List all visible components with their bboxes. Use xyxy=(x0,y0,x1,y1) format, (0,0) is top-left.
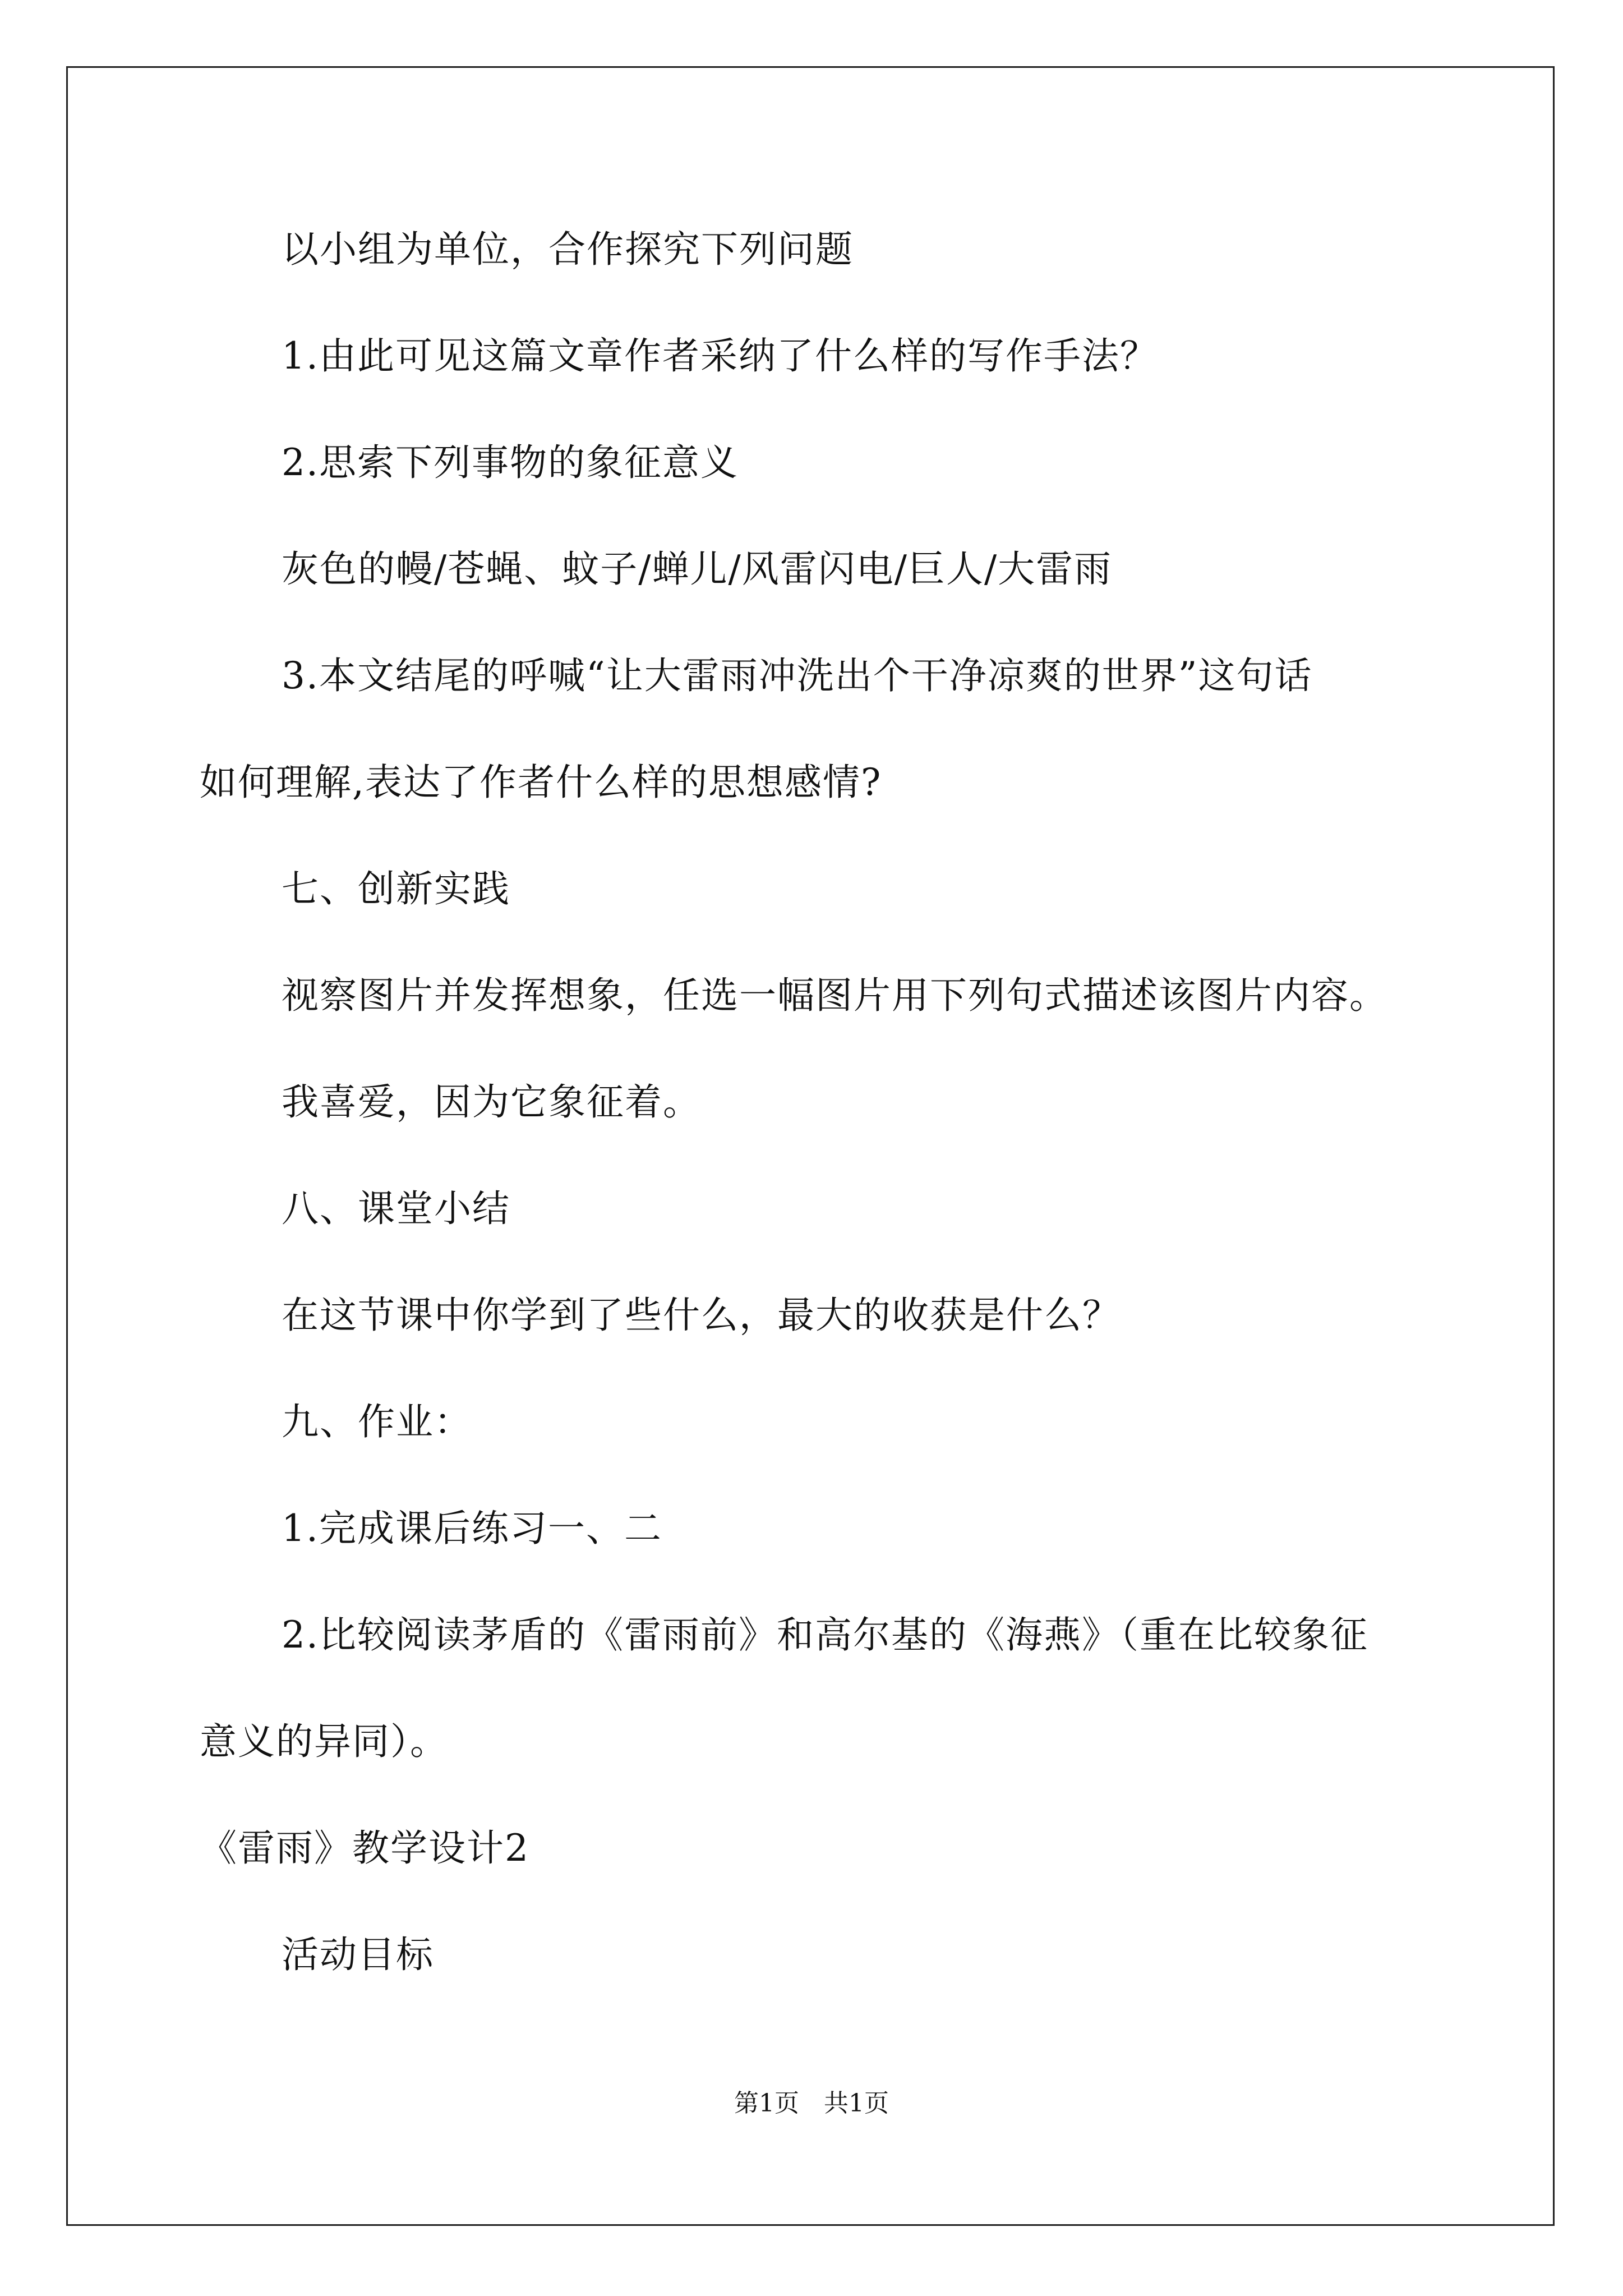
paragraph-summary-question: 在这节课中你学到了些什么，最大的收获是什么？ xyxy=(282,1294,1121,1337)
paragraph-question-3: 3.本文结尾的呼喊“让大雷雨冲洗出个干净凉爽的世界”这句话 xyxy=(282,654,1313,697)
paragraph-symbols-list: 灰色的幔/苍蝇、蚊子/蝉儿/风雷闪电/巨人/大雷雨 xyxy=(282,547,1113,591)
section-title-design-2: 《雷雨》教学设计2 xyxy=(200,1826,529,1870)
paragraph-homework-2-cont: 意义的异同）。 xyxy=(200,1720,448,1763)
heading-innovation-practice: 七、创新实践 xyxy=(282,867,510,910)
paragraph-observe-pictures: 视察图片并发挥想象，任选一幅图片用下列句式描述该图片内容。 xyxy=(282,974,1387,1017)
page-footer: 第1页 共1页 xyxy=(734,2089,889,2118)
heading-class-summary: 八、课堂小结 xyxy=(282,1187,510,1230)
paragraph-question-3-cont: 如何理解,表达了作者什么样的思想感情? xyxy=(200,761,882,804)
paragraph-homework-2: 2.比较阅读茅盾的《雷雨前》和高尔基的《海燕》（重在比较象征 xyxy=(282,1613,1368,1657)
paragraph-group-task: 以小组为单位，合作探究下列问题 xyxy=(282,228,854,271)
paragraph-homework-1: 1.完成课后练习一、二 xyxy=(282,1507,662,1550)
paragraph-sentence-pattern: 我喜爱，因为它象征着。 xyxy=(282,1080,701,1124)
page-border xyxy=(66,66,1555,2226)
heading-activity-goals: 活动目标 xyxy=(282,1933,434,1976)
paragraph-question-2: 2.思索下列事物的象征意义 xyxy=(282,441,739,484)
heading-homework: 九、作业： xyxy=(282,1400,472,1443)
paragraph-question-1: 1.由此可见这篇文章作者采纳了什么样的写作手法？ xyxy=(282,334,1158,378)
